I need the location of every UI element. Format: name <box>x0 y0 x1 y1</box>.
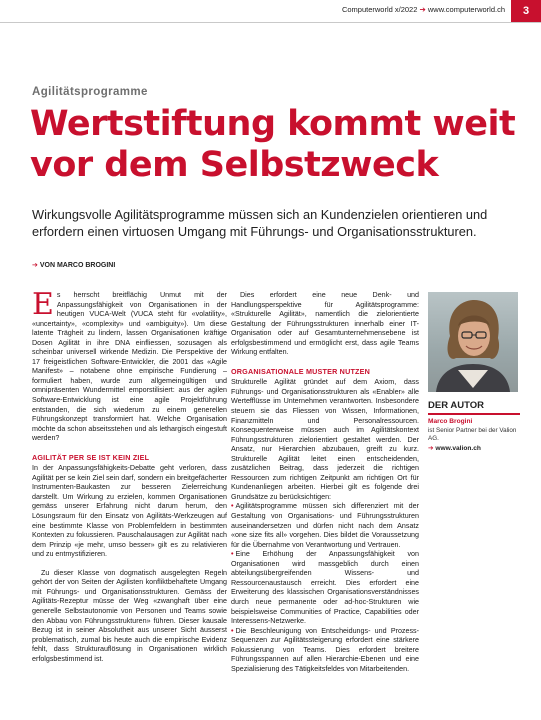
paragraph-text: s herrscht breitflächig Unmut mit der Anpassungsfähigkeit von Organisationen in der heutigen VUCA-Welt (VUCA steht für «volatility», «uncertainty», «complexity» und «ambiguity»). Um diese latente Trägheit zu lindern, lassen Organisationen kräftige Dosen Agilität in ihre DNA einfliessen, sozusagen als scheinbar universell wirkende Medizin. Die Perspektive der 17 freigeistlichen Software-Entwickler, die 2001 das «Agile Manifest» – notabene ohne empirische Fundierung – formuliert haben, wurde zum allgemeingültigen und omnipräsenten Wundermittel emporstilisiert: aus der agilen Software-Entwicklung ist eine agile Projektführung entstanden, die sich wiederum zu einem generellen Führungskonzept transformiert hat. Welche Organisation möchte da schon abseitsstehen und als lethargisch eingestuft werden? <box>32 291 227 443</box>
top-bar <box>0 0 541 23</box>
page-number: 3 <box>511 0 541 22</box>
author-photo <box>428 292 518 392</box>
bullet-icon: • <box>231 626 234 635</box>
article-kicker: Agilitätsprogramme <box>32 86 148 98</box>
list-item <box>231 550 419 626</box>
paragraph <box>32 287 227 444</box>
paragraph: Zu dieser Klasse von dogmatisch ausgelegten Regeln gehört der von Seiten der Agilisten konfliktbehaftete Umgang mit Führungs- und Organisationsstrukturen. Gemäss der Agilitäts-Rezeptur müsse der Weg «zwanghaft über eine generelle Selbstautonomie von Personen und Teams sowie den Abbau von Führungsstrukturen» führen. Dieser kausale Bezug ist in seiner Absolutheit aus unserer Sicht äusserst problematisch, zumal bis heute auch die empirische Evidenz fehlt, dass Strukturauflösung in Organisationen wirklich erfolgsbestimmend ist. <box>32 568 227 663</box>
masthead-issue: Computerworld x/2022 <box>341 5 418 14</box>
section-heading: AGILITÄT PER SE IST KEIN ZIEL <box>32 452 150 462</box>
author-box-divider <box>428 413 520 415</box>
byline-text: VON MARCO BROGINI <box>39 262 116 269</box>
author-box-title: DER AUTOR <box>428 400 484 411</box>
list-item-text: Die Beschleunigung von Entscheidungs- und Prozess-Sequenzen zur Agilitätssteigerung erfordert eine stärkere Fokussierung von Teams. Dies erfordert breitere Führungsspannen auf allen Hierarchie-Ebenen und eine Spezialisierung des Tätigkeitsfeldes von Mitarbeitenden. <box>231 626 419 673</box>
bullet-list <box>231 502 419 674</box>
paragraph: Strukturelle Agilität gründet auf dem Axiom, dass Führungs- und Organisationsstrukturen als «Enabler» alle Wertefflüsse im Unternehmen verantworten. Insbesondere steuern sie das Fliessen von Wissen, Informationen, Finanzmitteln und Personalressourcen. Konsequenterweise müssen auch im Agilitätskontext Führungsstrukturen zielorientiert gestaltet werden. Der Ansatz, nur Hierarchien abzubauen, greift zu kurz. Strukturelle Agilität leitet einen entscheidenden, zusätzlichen Beitrag, dass jederzeit die richtigen Ressourcen zum richtigen Zeitpunkt am richtigen Ort für Kundenanliegen arbeiten. Hierbei gilt es folgende drei Grundsätze zu berücksichtigen: <box>231 378 419 501</box>
author-link-text[interactable]: www.valion.ch <box>435 445 481 452</box>
bullet-icon: • <box>231 550 234 559</box>
author-role: ist Senior Partner bei der Valion AG. <box>428 427 517 442</box>
arrow-icon: ➔ <box>428 445 434 452</box>
list-item-text: Agilitätsprogramme müssen sich differenziert mit der Gestaltung von Organisations- und Führungsstrukturen auseinandersetzen und dürfen nicht nach dem Ansatz «one size fits all» vorgehen. Dies bildet die Voraussetzung für die Übernahme von Verantwortung und Vertrauen. <box>231 502 419 549</box>
arrow-icon: ➔ <box>419 5 426 14</box>
author-link[interactable] <box>428 444 481 452</box>
article-headline: Wertstiftung kommt weit vor dem Selbstzweck <box>30 104 516 185</box>
author-portrait-icon <box>428 292 518 392</box>
author-name: Marco Brogini <box>428 418 473 425</box>
paragraph: Dies erfordert eine neue Denk- und Handlungsperspektive für Agilitätsprogramme: «Strukturelle Agilität», namentlich die zielorientierte Gestaltung der Führungsstrukturen innerhalb einer IT-Organisation oder auf Gesamtunternehmensebene ist erfolgsbestimmend und ermöglicht erst, dass agile Teams Wirkung entfalten. <box>231 291 419 357</box>
byline <box>32 261 115 269</box>
bullet-icon: • <box>231 502 234 511</box>
section-heading: ORGANISATIONALE MUSTER NUTZEN <box>231 366 371 376</box>
column-1 <box>32 287 227 716</box>
arrow-icon: ➔ <box>32 262 38 269</box>
article-lead: Wirkungsvolle Agilitätsprogramme müssen sich an Kundenzielen orientieren und erfordern einen virtuosen Umgang mit Führungs- und Organisationsstrukturen. <box>32 207 488 239</box>
list-item <box>231 627 419 675</box>
column-2 <box>231 291 419 716</box>
masthead-url[interactable]: www.computerworld.ch <box>427 5 505 14</box>
list-item-text: Eine Erhöhung der Anpassungsfähigkeit von Organisationen wird massgeblich durch einen abteilungsübergreifenden Wissens- und Ressourcenaustausch erreicht. Dies erfordert eine Erweiterung des klassischen Organisationsverständnisses durch neue permanente oder ad-hoc-Strukturen wie beispielsweise Communities of Practice, Capabilities oder Interessens-Netzwerke. <box>231 550 419 626</box>
list-item <box>231 502 419 550</box>
drop-cap: E <box>32 287 54 322</box>
masthead <box>342 5 505 14</box>
paragraph: In der Anpassungsfähigkeits-Debatte geht verloren, dass Agilität per se kein Ziel sein darf, sondern ein breitgefächerter Instrumenten-Baukasten zur besseren Zielerreichung darstellt. Um Wirkung zu erzielen, kommen Organisationen gemäss unserer Erfahrung nicht darum herum, den Lösungsraum für den Einsatz von Agilitäts-Werkzeugen auf eine bestimmte Klasse von Problemfeldern in bestimmten Kontexten zu fokussieren. Pauschalausagen zur Agilität nach dem Prinzip «je mehr, umso besser» gilt es zu relativieren und zu entmystifizieren. <box>32 464 227 559</box>
